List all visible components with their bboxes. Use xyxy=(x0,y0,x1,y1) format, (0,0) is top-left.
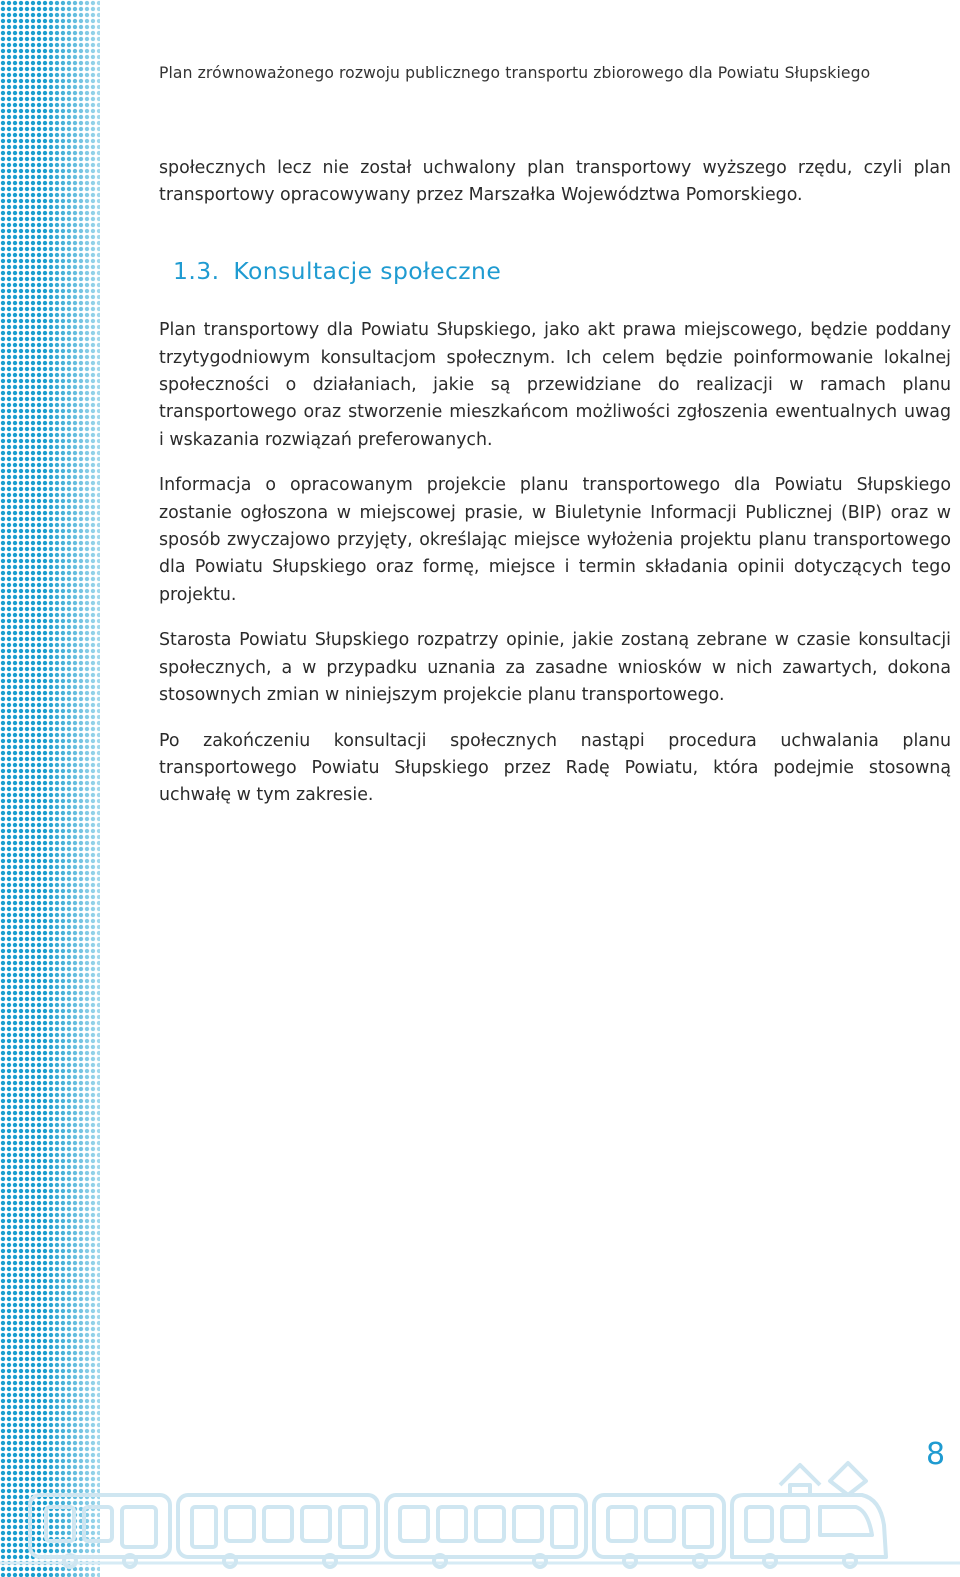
intro-paragraph: społecznych lecz nie został uchwalony plan transportowy wyższego rzędu, czyli plan transportowy opracowywany przez Marszałka Województwa Pomorskiego. xyxy=(159,158,951,206)
paragraph-consultations: Plan transportowy dla Powiatu Słupskiego, jako akt prawa miejscowego, będzie poddany trzytygodniowym konsultacjom społecznym. Ich celem będzie poinformowanie lokalnej społeczności o działaniach, jakie są przewidziane do realizacji w ramach planu transportowego oraz stworzenie mieszkańcom możliwości zgłoszenia ewentualnych uwag i wskazania rozwiązań preferowanych. xyxy=(159,320,951,450)
decorative-dot-strip xyxy=(0,0,100,1577)
paragraph-starosta: Starosta Powiatu Słupskiego rozpatrzy opinie, jakie zostaną zebrane w czasie konsultacji społecznych, a w przypadku uznania za zasadne wniosków w nich zawartych, dokona stosownych zmian w niniejszym projekcie planu transportowego. xyxy=(159,630,951,706)
page-number: 8 xyxy=(926,1437,946,1472)
document-body xyxy=(159,155,951,828)
running-header: Plan zrównoważonego rozwoju publicznego transportu zbiorowego dla Powiatu Słupskiego xyxy=(159,64,871,82)
section-heading xyxy=(173,258,951,285)
section-title: Konsultacje społeczne xyxy=(233,256,502,285)
paragraph-information: Informacja o opracowanym projekcie planu transportowego dla Powiatu Słupskiego zostanie ogłoszona w miejscowej prasie, w Biuletynie Informacji Publicznej (BIP) oraz w sposób zwyczajowo przyjęty, określając miejsce wyłożenia projektu planu transportowego dla Powiatu Słupskiego oraz formę, miejsce i termin składania opinii dotyczących tego projektu. xyxy=(159,475,951,605)
section-number: 1.3. xyxy=(173,256,220,285)
tram-illustration xyxy=(0,1455,960,1577)
paragraph-procedure: Po zakończeniu konsultacji społecznych nastąpi procedura uchwalania planu transportowego Powiatu Słupskiego przez Radę Powiatu, która podejmie stosowną uchwałę w tym zakresie. xyxy=(159,730,951,806)
